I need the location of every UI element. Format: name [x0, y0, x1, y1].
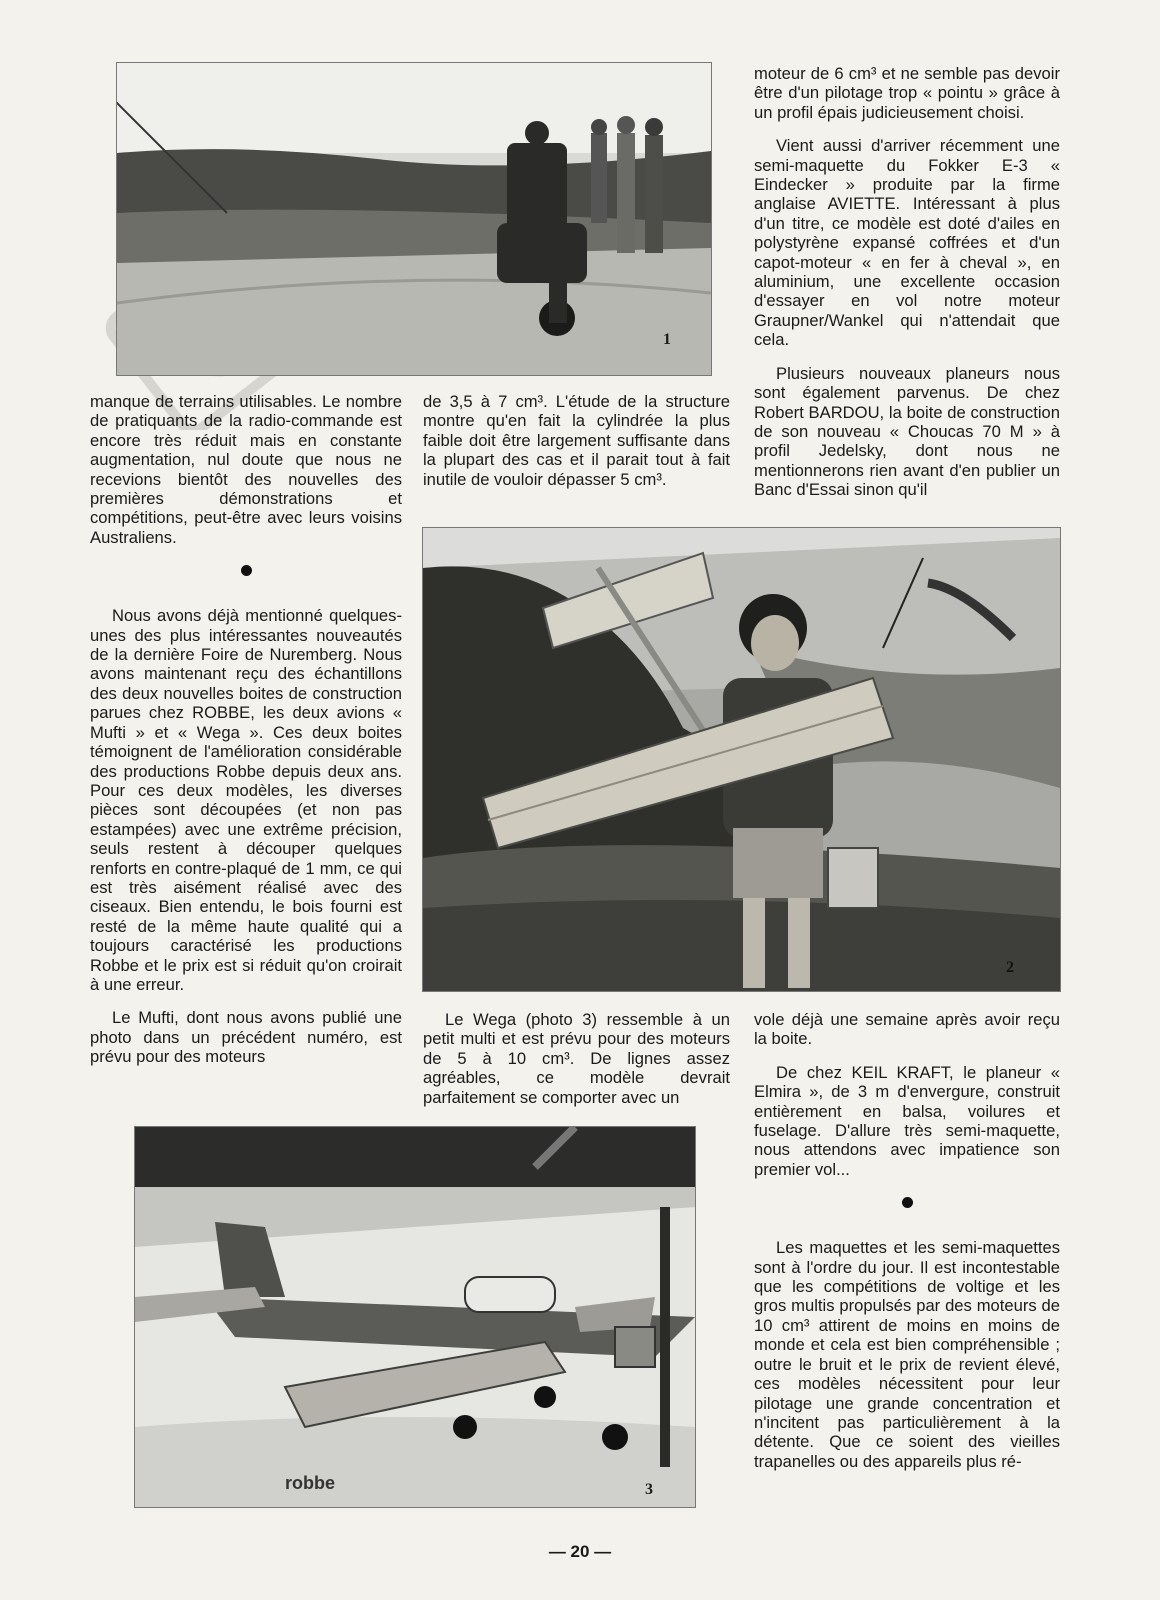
photo-2-number: 2 — [1006, 959, 1014, 976]
col3-paragraph-6: Les maquettes et les semi-maquettes sont à l'ordre du jour. Il est incontestable que les compétitions de voltige et les gros multis propulsés par des moteurs de 10 cm³ attirent de moins en moins de monde et cela est bien compréhensible ; outre le bruit et le prix de revient élevé, ces modèles nécessitent pour leur pilotage une grande concentration et n'incitent pas particulièrement à la détente. Que ce soient des vieilles trapanelles ou des appareils plus ré- — [754, 1238, 1060, 1471]
photo-1-motorcycle — [116, 62, 712, 376]
photo-2-boy-with-glider — [422, 527, 1061, 992]
robbe-logo-text: robbe — [285, 1473, 336, 1493]
section-bullet-2 — [902, 1197, 913, 1208]
col1-paragraph-1: manque de terrains utilisables. Le nombre de pratiquants de la radio-commande est encore très réduit mais en constante augmentation, nul doute que nous ne recevions bientôt des nouvelles des premières démonstrations et compétitions, peut-être avec leurs voisins Australiens. — [90, 392, 402, 547]
column-3-bottom — [754, 1010, 1060, 1485]
col3-paragraph-5: De chez KEIL KRAFT, le planeur « Elmira », de 3 m d'envergure, construit entièrement en balsa, voilures et fuselage. D'allure très semi-maquette, nous attendons avec impatience son premier vol... — [754, 1062, 1060, 1179]
col1-paragraph-2: Nous avons déjà mentionné quelques-unes des plus intéressantes nouveautés de la dernière Foire de Nuremberg. Nous avons maintenant reçu des échantillons des deux nouvelles boites de construction parues chez ROBBE, les deux avions « Mufti » et « Wega ». Ces deux boites témoignent de l'amélioration considérable des productions Robbe depuis deux ans. Pour ces deux modèles, les diverses pièces sont découpées (et non pas estampées) avec une extrême précision, seuls restent à découper quelques renforts en contre-plaqué de 1 mm, ce qui est très aisément réalisé avec des ciseaux. Bien entendu, le bois fourni est resté de la même haute qualité qui a toujours caractérisé les productions Robbe et le prix est si réduit qu'on croirait à une erreur. — [90, 606, 402, 994]
col3-paragraph-1: moteur de 6 cm³ et ne semble pas devoir être d'un pilotage trop « pointu » grâce à un profil épais judicieusement choisi. — [754, 64, 1060, 122]
column-2-bottom — [423, 1010, 730, 1121]
col2-paragraph-1: de 3,5 à 7 cm³. L'étude de la structure montre qu'en fait la cylindrée la plus faible doit être largement suffisante dans la plupart des cas et il parait tout à fait inutile de vouloir dépasser 5 cm³. — [423, 392, 730, 489]
column-1-top — [90, 392, 402, 1081]
col3-paragraph-3: Plusieurs nouveaux planeurs nous sont également parvenus. De chez Robert BARDOU, la boite de construction de son nouveau « Choucas 70 M » à profil Jedelsky, dont nous ne mentionnerons rien avant d'en publier un Banc d'Essai sinon qu'il — [754, 363, 1060, 500]
photo-3-number: 3 — [645, 1481, 653, 1498]
col1-paragraph-3: Le Mufti, dont nous avons publié une photo dans un précédent numéro, est prévu pour des moteurs — [90, 1008, 402, 1067]
photo-3-wega-model — [134, 1126, 696, 1508]
column-3-top — [754, 64, 1060, 514]
page-number: — 20 — — [548, 1542, 612, 1561]
col2-paragraph-2: Le Wega (photo 3) ressemble à un petit multi et est prévu pour des moteurs de 5 à 10 cm³. De lignes assez agréables, ce modèle devrait parfaitement se comporter avec un — [423, 1010, 730, 1107]
col3-paragraph-4: vole déjà une semaine après avoir reçu la boite. — [754, 1010, 1060, 1049]
section-bullet-1 — [241, 565, 252, 576]
column-2-top — [423, 392, 730, 503]
col3-paragraph-2: Vient aussi d'arriver récemment une semi-maquette du Fokker E-3 « Eindecker » produite par la firme anglaise AVIETTE. Intéressant à plus d'un titre, ce modèle est doté d'ailes en polystyrène expansé coffrées et d'un capot-moteur « en fer à cheval », en aluminium, une excellente occasion d'essayer en vol notre moteur Graupner/Wankel qui n'attendait que cela. — [754, 136, 1060, 350]
photo-1-number: 1 — [663, 331, 671, 348]
